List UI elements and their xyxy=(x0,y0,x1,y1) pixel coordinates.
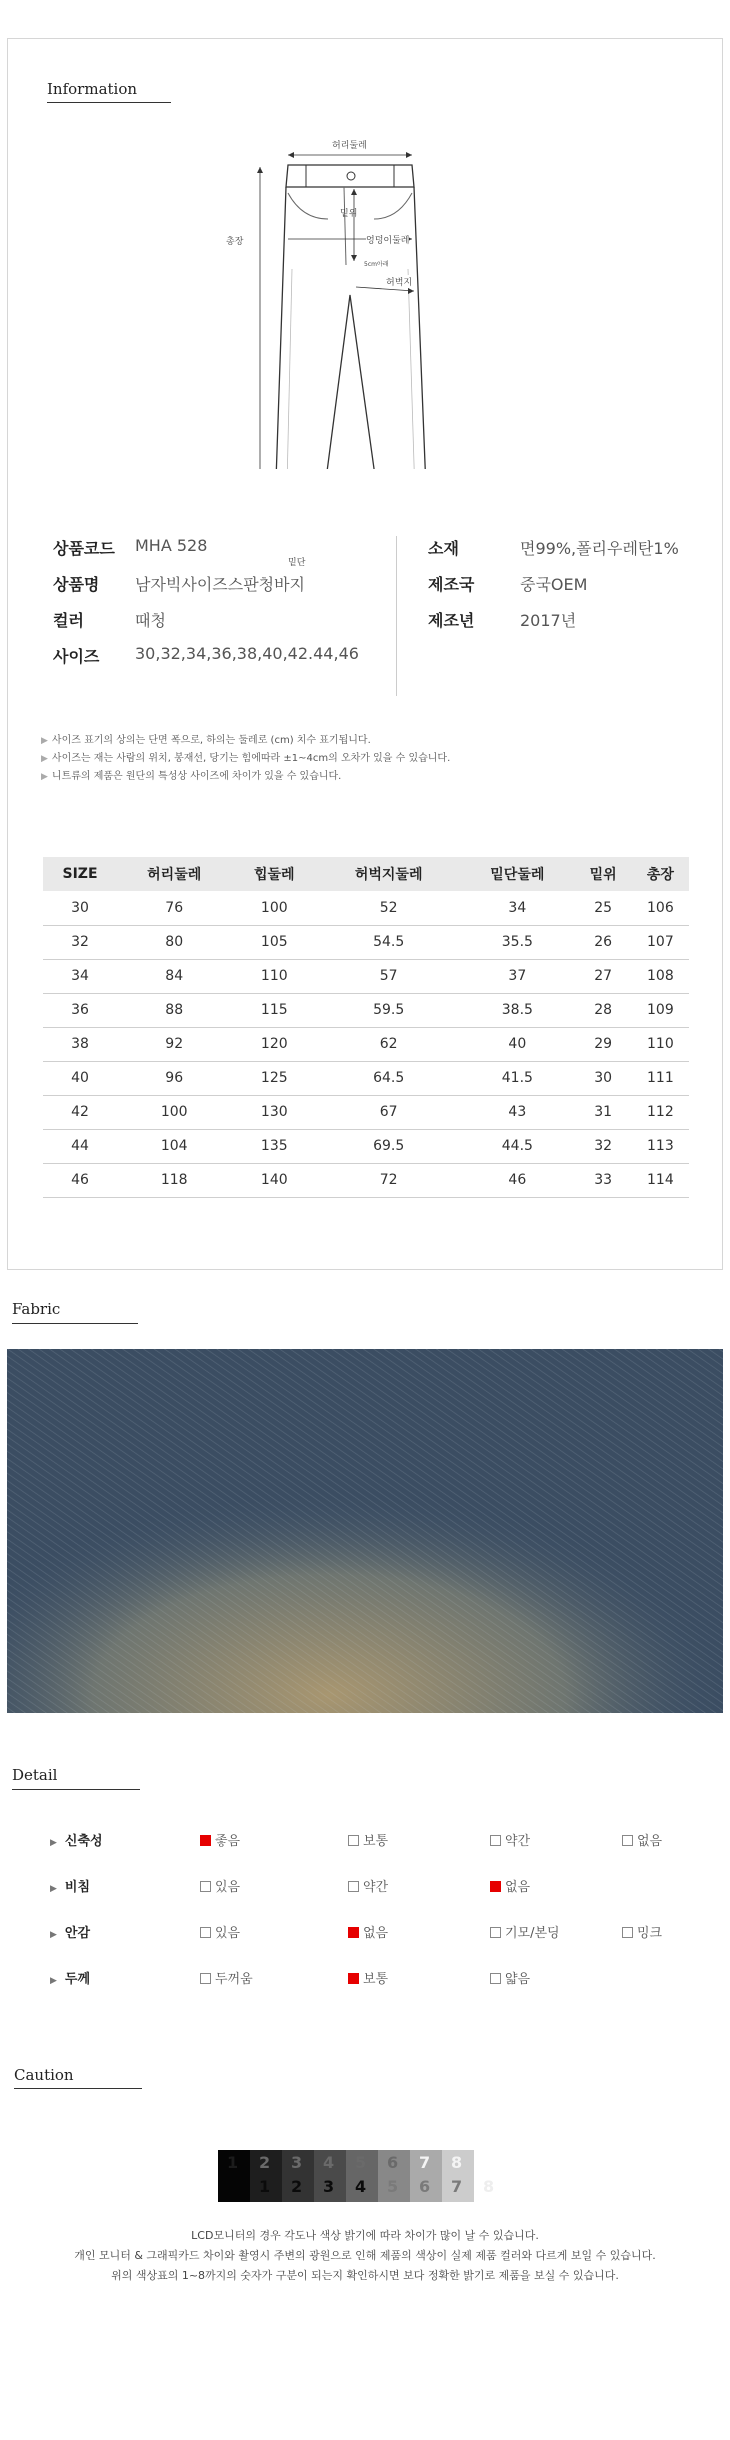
bullet-triangle-icon: ▶ xyxy=(41,754,48,764)
checkbox-icon[interactable] xyxy=(490,1927,501,1938)
table-cell: 109 xyxy=(632,993,689,1027)
denim-fabric-image xyxy=(7,1349,723,1713)
table-cell: 84 xyxy=(117,959,231,993)
table-cell: 114 xyxy=(632,1163,689,1197)
size-note: ▶ 니트류의 제품은 원단의 특성상 사이즈에 차이가 있을 수 있습니다. xyxy=(41,771,342,782)
scale-number: 8 xyxy=(451,2153,463,2172)
scale-cell xyxy=(378,2150,410,2202)
table-cell: 33 xyxy=(575,1163,632,1197)
detail-title-rule xyxy=(12,1789,140,1790)
table-cell: 46 xyxy=(43,1163,117,1197)
spec-value: 면99%,폴리우레탄1% xyxy=(520,539,679,558)
spec-label: 제조국 xyxy=(428,575,475,594)
detail-option-text: 얇음 xyxy=(505,1972,531,1987)
table-cell: 59.5 xyxy=(317,993,460,1027)
bullet-triangle-icon: ▶ xyxy=(41,772,48,782)
denim-texture-svg xyxy=(7,1349,723,1713)
table-row xyxy=(43,1129,689,1163)
table-cell: 25 xyxy=(575,891,632,925)
table-cell: 92 xyxy=(117,1027,231,1061)
scale-number: 1 xyxy=(227,2153,239,2172)
detail-option-text: 없음 xyxy=(505,1880,531,1895)
col-header: 밑단둘레 xyxy=(460,857,574,891)
table-cell: 69.5 xyxy=(317,1129,460,1163)
detail-option[interactable] xyxy=(622,1922,662,1941)
arrow-right-icon: ▶ xyxy=(50,1976,57,1986)
table-cell: 110 xyxy=(632,1027,689,1061)
table-cell: 34 xyxy=(43,959,117,993)
table-cell: 125 xyxy=(231,1061,317,1095)
pants-outline-svg xyxy=(236,69,476,469)
table-cell: 120 xyxy=(231,1027,317,1061)
thigh-label: 허벅지 xyxy=(386,275,412,288)
table-cell: 111 xyxy=(632,1061,689,1095)
detail-label xyxy=(50,1922,90,1941)
table-cell: 118 xyxy=(117,1163,231,1197)
size-notes xyxy=(41,732,641,786)
detail-option-text: 좋음 xyxy=(215,1834,241,1849)
scale-number: 5 xyxy=(355,2153,367,2172)
information-panel xyxy=(7,38,723,1270)
detail-row xyxy=(50,1876,690,1896)
checkbox-icon[interactable] xyxy=(490,1835,501,1846)
detail-label xyxy=(50,1968,90,1987)
table-cell: 32 xyxy=(43,925,117,959)
table-row xyxy=(43,891,689,925)
table-cell: 88 xyxy=(117,993,231,1027)
spec-label: 컬러 xyxy=(53,611,84,630)
table-cell: 41.5 xyxy=(460,1061,574,1095)
detail-option-text: 보통 xyxy=(363,1834,389,1849)
detail-option[interactable] xyxy=(348,1968,388,1987)
table-cell: 54.5 xyxy=(317,925,460,959)
table-cell: 28 xyxy=(575,993,632,1027)
detail-option-text: 있음 xyxy=(215,1880,241,1895)
detail-option-text: 기모/본딩 xyxy=(505,1926,560,1941)
table-row xyxy=(43,1163,689,1197)
table-cell: 38 xyxy=(43,1027,117,1061)
table-cell: 64.5 xyxy=(317,1061,460,1095)
scale-number: 6 xyxy=(387,2153,399,2172)
scale-number: 1 xyxy=(259,2177,271,2196)
table-cell: 140 xyxy=(231,1163,317,1197)
scale-number: 2 xyxy=(259,2153,271,2172)
col-header: 힙둘레 xyxy=(231,857,317,891)
detail-option[interactable] xyxy=(200,1876,240,1895)
scale-number: 5 xyxy=(387,2177,399,2196)
information-title: Information xyxy=(47,80,138,98)
table-cell: 35.5 xyxy=(460,925,574,959)
scale-cell xyxy=(282,2150,314,2202)
table-cell: 26 xyxy=(575,925,632,959)
checked-box-icon[interactable] xyxy=(348,1973,359,1984)
spec-label: 제조년 xyxy=(428,611,475,630)
checkbox-icon[interactable] xyxy=(348,1881,359,1892)
waist-label: 허리둘레 xyxy=(332,141,367,151)
scale-number: 7 xyxy=(419,2153,431,2172)
spec-label: 사이즈 xyxy=(53,647,100,666)
detail-option[interactable] xyxy=(200,1830,240,1849)
table-cell: 40 xyxy=(460,1027,574,1061)
detail-option-text: 없음 xyxy=(363,1926,389,1941)
arrow-right-icon: ▶ xyxy=(50,1930,57,1940)
detail-option-text: 약간 xyxy=(505,1834,531,1849)
table-cell: 113 xyxy=(632,1129,689,1163)
detail-label xyxy=(50,1876,90,1895)
table-cell: 107 xyxy=(632,925,689,959)
table-cell: 67 xyxy=(317,1095,460,1129)
bullet-triangle-icon: ▶ xyxy=(41,736,48,746)
checked-box-icon[interactable] xyxy=(348,1927,359,1938)
spec-label: 상품명 xyxy=(53,575,100,594)
detail-title: Detail xyxy=(12,1766,58,1784)
fabric-title-rule xyxy=(12,1323,138,1324)
detail-row xyxy=(50,1968,690,1988)
detail-option[interactable] xyxy=(490,1922,560,1941)
detail-option-text: 없음 xyxy=(637,1834,663,1849)
scale-number: 8 xyxy=(483,2177,495,2196)
scale-cell xyxy=(474,2150,506,2202)
scale-number: 3 xyxy=(323,2177,335,2196)
table-cell: 31 xyxy=(575,1095,632,1129)
table-cell: 76 xyxy=(117,891,231,925)
detail-label-text: 안감 xyxy=(64,1926,91,1941)
detail-option[interactable] xyxy=(348,1922,388,1941)
table-cell: 108 xyxy=(632,959,689,993)
caution-line: 개인 모니터 & 그래픽카드 차이와 촬영시 주변의 광원으로 인해 제품의 색상이 실제 제품 컬러와 다르게 보일 수 있습니다. xyxy=(74,2249,656,2262)
checkbox-icon[interactable] xyxy=(622,1835,633,1846)
hem-label: 밑단 xyxy=(288,558,306,568)
caution-title: Caution xyxy=(14,2066,74,2084)
checkbox-icon[interactable] xyxy=(200,1927,211,1938)
table-cell: 27 xyxy=(575,959,632,993)
table-row xyxy=(43,925,689,959)
scale-number: 4 xyxy=(355,2177,367,2196)
table-cell: 44 xyxy=(43,1129,117,1163)
table-row xyxy=(43,959,689,993)
arrow-right-icon: ▶ xyxy=(50,1838,57,1848)
table-cell: 135 xyxy=(231,1129,317,1163)
scale-cell xyxy=(442,2150,474,2202)
detail-label-text: 신축성 xyxy=(64,1834,103,1849)
caution-line: 위의 색상표의 1~8까지의 숫자가 구분이 되는지 확인하시면 보다 정확한 밝기로 제품을 보실 수 있습니다. xyxy=(111,2269,619,2282)
caution-line: LCD모니터의 경우 각도나 색상 밝기에 따라 차이가 많이 날 수 있습니다. xyxy=(191,2229,539,2242)
table-cell: 100 xyxy=(117,1095,231,1129)
table-cell: 106 xyxy=(632,891,689,925)
table-cell: 38.5 xyxy=(460,993,574,1027)
checkbox-icon[interactable] xyxy=(348,1835,359,1846)
spec-value: 남자빅사이즈스판청바지 xyxy=(135,575,306,594)
table-cell: 44.5 xyxy=(460,1129,574,1163)
size-note: ▶ 사이즈 표기의 상의는 단면 폭으로, 하의는 둘레로 (cm) 치수 표기됩니다. xyxy=(41,735,371,746)
table-row xyxy=(43,1027,689,1061)
col-header: 허벅지둘레 xyxy=(317,857,460,891)
detail-row xyxy=(50,1830,690,1850)
detail-label-text: 비침 xyxy=(64,1880,91,1895)
detail-option[interactable] xyxy=(490,1876,530,1895)
table-cell: 34 xyxy=(460,891,574,925)
scale-cell xyxy=(218,2150,250,2202)
rise-label: 밑위 xyxy=(340,209,358,219)
detail-option[interactable] xyxy=(490,1968,530,1987)
table-cell: 43 xyxy=(460,1095,574,1129)
scale-cell xyxy=(314,2150,346,2202)
specs-divider xyxy=(396,536,397,696)
table-cell: 112 xyxy=(632,1095,689,1129)
detail-option-text: 약간 xyxy=(363,1880,389,1895)
checked-box-icon[interactable] xyxy=(200,1835,211,1846)
spec-label: 상품코드 xyxy=(53,539,115,558)
brightness-scale xyxy=(218,2150,508,2202)
table-cell: 80 xyxy=(117,925,231,959)
table-cell: 42 xyxy=(43,1095,117,1129)
table-cell: 72 xyxy=(317,1163,460,1197)
col-header: 허리둘레 xyxy=(117,857,231,891)
detail-option-text: 두꺼움 xyxy=(215,1972,253,1987)
size-table xyxy=(43,857,689,1198)
checkbox-icon[interactable] xyxy=(490,1973,501,1984)
detail-option-text: 있음 xyxy=(215,1926,241,1941)
checkbox-icon[interactable] xyxy=(622,1927,633,1938)
size-table-header xyxy=(43,857,689,891)
detail-option[interactable] xyxy=(200,1922,240,1941)
table-cell: 52 xyxy=(317,891,460,925)
table-cell: 62 xyxy=(317,1027,460,1061)
table-cell: 40 xyxy=(43,1061,117,1095)
checkbox-icon[interactable] xyxy=(200,1881,211,1892)
scale-cell xyxy=(410,2150,442,2202)
col-header: SIZE xyxy=(43,857,117,891)
table-row xyxy=(43,1095,689,1129)
spec-value: 2017년 xyxy=(520,611,577,630)
arrow-right-icon: ▶ xyxy=(50,1884,57,1894)
scale-number: 2 xyxy=(291,2177,303,2196)
scale-number: 4 xyxy=(323,2153,335,2172)
table-cell: 57 xyxy=(317,959,460,993)
detail-option[interactable] xyxy=(490,1830,530,1849)
col-header: 총장 xyxy=(632,857,689,891)
scale-number: 7 xyxy=(451,2177,463,2196)
detail-option[interactable] xyxy=(200,1968,253,1987)
table-cell: 32 xyxy=(575,1129,632,1163)
scale-number: 6 xyxy=(419,2177,431,2196)
detail-option[interactable] xyxy=(622,1830,662,1849)
scale-cell xyxy=(250,2150,282,2202)
information-title-rule xyxy=(47,102,171,103)
spec-value: 중국OEM xyxy=(520,575,588,594)
table-row xyxy=(43,993,689,1027)
col-header: 밑위 xyxy=(575,857,632,891)
table-cell: 96 xyxy=(117,1061,231,1095)
size-note: ▶ 사이즈는 재는 사람의 위치, 봉재선, 당기는 힘에따라 ±1~4cm의 오차가 있을 수 있습니다. xyxy=(41,753,451,764)
detail-option-text: 밍크 xyxy=(637,1926,663,1941)
detail-label-text: 두께 xyxy=(64,1972,91,1987)
length-label: 총장 xyxy=(226,237,244,247)
table-cell: 30 xyxy=(575,1061,632,1095)
table-cell: 104 xyxy=(117,1129,231,1163)
spec-label: 소재 xyxy=(428,539,459,558)
table-cell: 29 xyxy=(575,1027,632,1061)
table-cell: 105 xyxy=(231,925,317,959)
caution-title-rule xyxy=(14,2088,142,2089)
checkbox-icon[interactable] xyxy=(200,1973,211,1984)
table-cell: 37 xyxy=(460,959,574,993)
table-cell: 130 xyxy=(231,1095,317,1129)
table-cell: 110 xyxy=(231,959,317,993)
thigh-small-label: 5cm아래 xyxy=(364,261,389,268)
detail-row xyxy=(50,1922,690,1942)
detail-option[interactable] xyxy=(348,1876,388,1895)
table-cell: 30 xyxy=(43,891,117,925)
checked-box-icon[interactable] xyxy=(490,1881,501,1892)
spec-value: 30,32,34,36,38,40,42.44,46 xyxy=(135,644,359,663)
spec-value: MHA 528 xyxy=(135,536,208,555)
table-cell: 36 xyxy=(43,993,117,1027)
table-cell: 100 xyxy=(231,891,317,925)
table-cell: 115 xyxy=(231,993,317,1027)
fabric-title: Fabric xyxy=(12,1300,61,1318)
scale-number: 3 xyxy=(291,2153,303,2172)
scale-cell xyxy=(346,2150,378,2202)
product-specs xyxy=(53,536,693,706)
spec-value: 때청 xyxy=(135,611,166,630)
detail-option-text: 보통 xyxy=(363,1972,389,1987)
table-cell: 46 xyxy=(460,1163,574,1197)
hip-label: 엉덩이둘레 xyxy=(366,233,409,246)
detail-option[interactable] xyxy=(348,1830,388,1849)
detail-label xyxy=(50,1830,103,1849)
table-row xyxy=(43,1061,689,1095)
